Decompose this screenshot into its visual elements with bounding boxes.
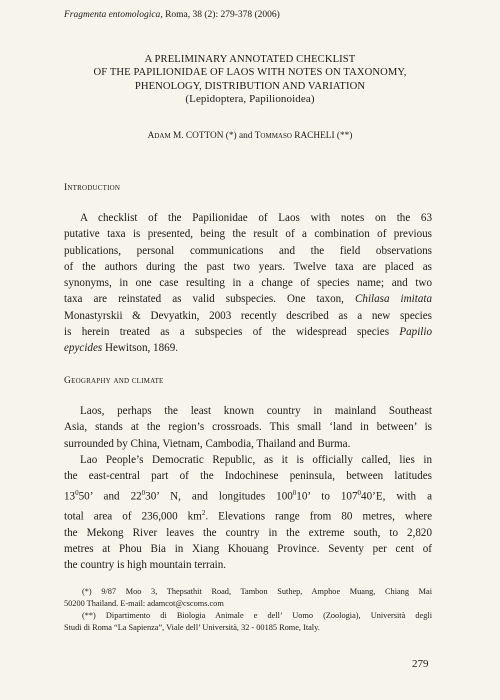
- geo-p2-line-1: Lao People’s Democratic Republic, as it is officially called, lies in: [80, 454, 432, 466]
- footnote-1-line-2: 50200 Thailand. E-mail: adamcot@cscoms.com: [64, 599, 224, 608]
- author-2-footnote-mark: (**): [336, 131, 353, 141]
- article-title: [40, 53, 460, 107]
- geo-p2-line-6: metres at Phou Bia in Xiang Khouang Province. Seventy per cent of: [64, 542, 432, 555]
- lon-end-text: 40’E, with a: [361, 490, 433, 503]
- geography-paragraph-2: [64, 452, 432, 573]
- geo-p2-line-3: [64, 485, 432, 505]
- footnotes: [64, 586, 432, 634]
- geo-p2-line-4: [64, 505, 432, 525]
- intro-line-3: publications, personal communications and the field observations: [64, 244, 432, 257]
- author-conjunction: and: [238, 131, 253, 141]
- title-line-1: A PRELIMINARY ANNOTATED CHECKLIST: [144, 54, 356, 65]
- journal-header: [64, 10, 280, 20]
- taxon-epycides: epycides: [64, 342, 103, 355]
- intro-line-8-text: is herein treated as a subspecies of the widespread species: [64, 326, 390, 339]
- introduction-paragraph: [64, 210, 432, 357]
- longitude-text: 30’ N, and longitudes 100: [145, 490, 293, 503]
- geo-p2-line-2: the east-central part of the Indochinese peninsula, between latitudes: [64, 470, 432, 483]
- geography-heading: Geography and climate: [64, 375, 164, 386]
- title-line-3: PHENOLOGY, DISTRIBUTION AND VARIATION: [134, 80, 366, 92]
- author-line: [40, 131, 460, 141]
- taxon-papilio: Papilio: [399, 326, 432, 339]
- page-number: 279: [412, 658, 429, 670]
- geo-p1-line-1: Laos, perhaps the least known country in mainland Southeast: [80, 405, 432, 417]
- author-2-last-name: RACHELI: [294, 131, 335, 141]
- intro-line-2: putative taxa is presented, being the result of a combination of previous: [64, 228, 432, 241]
- geo-p2-line-5: the Mekong River leaves the country in the extreme south, to 2,820: [64, 526, 432, 539]
- intro-line-7: Monastyrskii & Devyatkin, 2003 recently described as a new species: [64, 309, 432, 322]
- degree-mark: 0: [75, 488, 79, 497]
- intro-line-5: synonyms, in one case resulting in a change of species name; and two: [64, 277, 432, 290]
- geo-p1-line-2: Asia, stands at the region’s crossroads. This small ‘land in between’ is: [64, 421, 432, 434]
- title-line-2: OF THE PAPILIONIDAE OF LAOS WITH NOTES ON TAXONOMY,: [93, 67, 407, 79]
- degree-mark: 0: [357, 488, 362, 497]
- intro-line-1: A checklist of the Papilionidae of Laos with notes on the 63: [80, 212, 432, 224]
- intro-line-8: [64, 324, 432, 340]
- geography-paragraph-1: [64, 403, 432, 452]
- degree-mark: 0: [141, 488, 146, 497]
- journal-name: Fragmenta entomologica: [64, 10, 161, 20]
- footnote-2-line-1: (**) Dipartimento di Biologia Animale e dell’ Uomo (Zoologia), Università degli: [82, 611, 432, 620]
- intro-line-4: of the authors during the past two years. Twelve taxa are placed as: [64, 260, 432, 273]
- lat-1-value: 13: [64, 490, 76, 503]
- author-1-last-name: COTTON: [185, 131, 224, 141]
- journal-citation: , Roma, 38 (2): 279-378 (2006): [160, 10, 280, 20]
- intro-line-9-text: Hewitson, 1869.: [104, 342, 179, 355]
- area-unit-exponent: 2: [201, 508, 206, 517]
- area-text: total area of 236,000 km: [64, 510, 202, 523]
- taxon-chilasa-imitata: Chilasa imitata: [355, 293, 432, 306]
- elevation-text: . Elevations range from 80 metres, where: [205, 510, 433, 523]
- geo-p1-line-3: surrounded by China, Vietnam, Cambodia, Thailand and Burma.: [64, 437, 351, 450]
- lat-range-text: 50’ and 22: [78, 490, 142, 503]
- degree-mark: 0: [292, 488, 297, 497]
- author-1-footnote-mark: (*): [225, 131, 237, 141]
- footnote-1-line-1: (*) 9/87 Moo 3, Thepsathit Road, Tambon Suthep, Amphoe Muang, Chiang Mai: [82, 587, 432, 596]
- author-1-first-name: Adam M.: [147, 131, 184, 141]
- introduction-heading: Introduction: [64, 182, 121, 193]
- intro-line-9: [64, 340, 432, 356]
- author-2-first-name: Tommaso: [254, 131, 292, 141]
- title-line-4: (Lepidoptera, Papilionoidea): [185, 93, 315, 106]
- geo-p2-line-7: the country is high mountain terrain.: [64, 559, 227, 572]
- lon-range-text: 10’ to 107: [296, 490, 358, 503]
- intro-line-6-text: taxa are reinstated as valid subspecies. One taxon,: [64, 293, 344, 306]
- footnote-2-line-2: Studi di Roma “La Sapienza”, Viale dell’ Università, 32 - 00185 Rome, Italy.: [64, 623, 320, 632]
- intro-line-6: [64, 291, 432, 307]
